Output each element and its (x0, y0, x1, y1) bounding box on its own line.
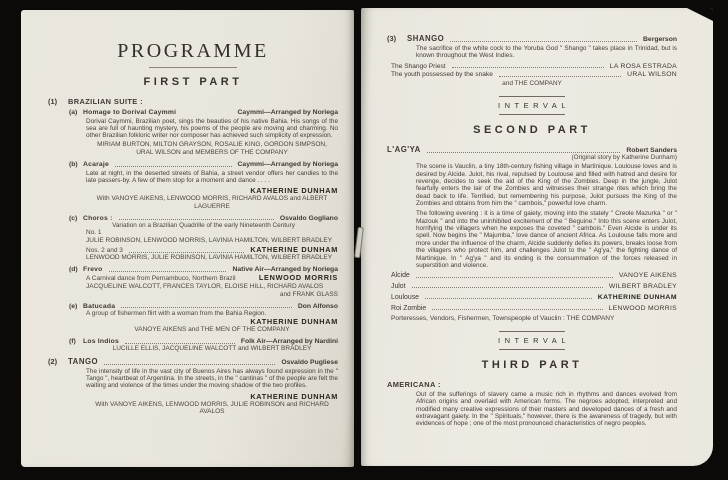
item-frevo (69, 266, 338, 298)
dot-leaders (109, 271, 227, 272)
item-batucada (69, 303, 338, 334)
star-name: KATHERINE DUNHAM (250, 391, 338, 401)
company-line: Porteresses, Vendors, Fishermen, Townspeople of Vauclin : THE COMPANY (391, 315, 615, 323)
item-name: Batucada (83, 302, 116, 310)
interval-label: INTERVAL (498, 336, 570, 346)
cast-row (391, 283, 677, 290)
dot-leaders (129, 252, 244, 253)
item-acaraje (69, 161, 338, 210)
dot-leaders (416, 277, 613, 278)
section-credit: Osvaldo Pugliese (281, 359, 338, 367)
section-title: L'AG'YA (387, 145, 421, 155)
item-name: Acaraje (83, 161, 109, 169)
item-credit: Native Air—Arranged by Noriega (232, 266, 338, 274)
dot-leaders (115, 166, 232, 167)
interval-label: INTERVAL (498, 101, 570, 111)
section-description: Out of the sufferings of slavery came a music rich in rhythms and dances evolved from African origins and overlaid with American forms. The negroes adopted, interpreted and modified many creative expressions of their masters and developed dances of a fresh and extravagant gaiety. In the " Spirituals," however, there is the awareness of tragedy, but with evidences of hope ; one of the most pronounced characteristics of negro peoples. (416, 390, 677, 428)
section-tango (48, 357, 338, 416)
item-tag: (e) (69, 302, 78, 310)
story-paragraph: The following evening : it is a time of gaiety, moving into the stately " Creole Mazurka " or " Mazouk " and into the uninhibited excitement of the " Beguine." Into this scene enters Julot, horrifying the villagers when he exposes the coveted " cambois." Even Alcide is under its spell. Now begins the " Majumba," love dance of ancient Africa. As Loulouse falls more and more under the influence of the charm, Alcide suddenly defies its powers, breaks loose from the villagers who protect him, and challenges Julot to the " Ag'ya," the fighting dance of Martinique. In " Ag'ya " and its ending is the consummation of the forces released in superstition and violence. (416, 210, 677, 269)
item-credit: Don Alfonso (297, 302, 338, 310)
item-name: Frevo (83, 266, 103, 274)
divider-rule (499, 349, 565, 350)
dot-leaders (121, 307, 292, 308)
title-rule (149, 67, 237, 68)
section-description: The sacrifice of the white cock to the Yoruba God " Shango " takes place in Trinidad, but is known throughout the West Indies. (416, 45, 677, 60)
item-description: Dorival Caymmi, Brazilian poet, sings the beauties of his native Bahia. His songs of the sea are full of haunting mystery, his poems of the people are moving and charming. No other Brazilian folkloric writer nor composer has achieved such simplicity of expression. (86, 117, 338, 140)
item-credit: Caymmi—Arranged by Noriega (237, 109, 338, 116)
section-number: (1) (48, 97, 58, 106)
role-name: Alcide (391, 272, 410, 280)
star-name: KATHERINE DUNHAM (250, 186, 338, 196)
cast-line: MIRIAM BURTON, MILTON GRAYSON, ROSALIE KING, GORDON SIMPSON, (97, 141, 327, 149)
cast-line: LENWOOD MORRIS, JULIE ROBINSON, LAVINIA HAMILTON, WILBERT BRADLEY (86, 254, 333, 262)
cast-row (391, 305, 677, 312)
dot-leaders (119, 219, 274, 220)
item-title-row (69, 215, 338, 222)
page-title: PROGRAMME (117, 40, 269, 62)
item-title-row (69, 161, 338, 168)
movement-label: Nos. 2 and 3 (86, 246, 123, 254)
dot-leaders (452, 67, 604, 68)
interval-divider (472, 96, 592, 115)
cast-row (391, 294, 677, 301)
section-title: BRAZILIAN SUITE : (68, 97, 143, 106)
left-page-content (21, 10, 354, 416)
dot-leaders (412, 287, 603, 288)
item-credit: Caymmi—Arranged by Noriega (237, 161, 338, 169)
section-title: TANGO (68, 357, 99, 367)
role-name: The Shango Priest (391, 62, 446, 70)
cast-row (391, 272, 677, 279)
star-name: LENWOOD MORRIS (258, 273, 338, 283)
section-title-row (387, 34, 677, 43)
item-description: Late at night, in the deserted streets of Bahia, a street vendor offers her candies to the late passers-by. A few of them stop for a moment and dance . . . . (86, 169, 338, 184)
performer-name: LENWOOD MORRIS (608, 304, 677, 312)
item-los-indios (69, 338, 338, 353)
role-name: Loulouse (391, 293, 419, 301)
section-shango (387, 34, 677, 87)
movement-row (86, 245, 338, 255)
cast-line: JULIE ROBINSON, LENWOOD MORRIS, LAVINIA HAMILTON, WILBERT BRADLEY (86, 237, 333, 245)
role-row (391, 63, 677, 70)
right-page-content (361, 8, 713, 428)
second-part-heading: SECOND PART (473, 124, 591, 137)
section-title: SHANGO (407, 34, 445, 43)
dot-leaders (425, 298, 592, 299)
first-part-heading: FIRST PART (143, 76, 243, 88)
cast-line: LUCILLE ELLIS, JACQUELINE WALCOTT and WILBERT BRADLEY (112, 345, 312, 353)
cast-line: With VANOYE AIKENS, LENWOOD MORRIS, RICHARD AVALOS and ALBERT LAGUERRE (96, 195, 328, 210)
page-corner-fold (687, 8, 713, 21)
section-title-row (387, 145, 677, 154)
item-tag: (c) (69, 214, 78, 222)
item-description: A Carnival dance from Pernambuco, Northern Brazil (86, 275, 236, 283)
credit-subtitle: (Original story by Katherine Dunham) (571, 154, 677, 162)
item-homage (69, 109, 338, 157)
role-row (391, 71, 677, 78)
programme-page-right (361, 8, 713, 466)
performer-name: URAL WILSON (627, 71, 677, 79)
item-tag: (d) (69, 266, 78, 274)
item-name: Los Indios (83, 338, 119, 346)
section-number: (2) (48, 357, 58, 367)
dot-leaders (125, 343, 235, 344)
section-number: (3) (387, 34, 397, 43)
performer-name: KATHERINE DUNHAM (597, 293, 677, 301)
item-name: Choros : (83, 214, 113, 222)
item-name: Homage to Dorival Caymmi (83, 109, 177, 116)
item-tag: (b) (69, 161, 78, 169)
dot-leaders (104, 364, 275, 365)
item-choros (69, 215, 338, 262)
role-name: Roi Zombie (391, 304, 427, 312)
item-description: A group of fishermen flirt with a woman from the Bahia Region. (86, 309, 267, 317)
performer-name: LA ROSA ESTRADA (609, 62, 677, 70)
cast-line: JACQUELINE WALCOTT, FRANCES TAYLOR, ELOISE HILL, RICHARD AVALOS (86, 282, 324, 290)
dot-leaders (450, 41, 637, 42)
star-name: KATHERINE DUNHAM (250, 317, 338, 327)
company-line: and THE COMPANY (502, 79, 562, 87)
section-title: AMERICANA : (387, 380, 441, 390)
item-tag: (a) (69, 109, 78, 116)
item-subtitle: Variation on a Brazilian Quadrille of the early Nineteenth Century (112, 221, 295, 229)
movement-label: No. 1 (86, 229, 102, 237)
cast-line: and FRANK GLASS (279, 290, 338, 298)
star-name: KATHERINE DUNHAM (250, 244, 338, 254)
third-part-heading: THIRD PART (481, 359, 583, 372)
section-credit: Robert Sanders (626, 147, 677, 155)
section-credit: Bergerson (643, 36, 677, 43)
role-name: Julot (391, 282, 406, 290)
section-lagya (387, 145, 677, 322)
cast-line: URAL WILSON and MEMBERS OF THE COMPANY (136, 148, 288, 156)
item-title-row (69, 303, 338, 310)
section-title-row (48, 357, 338, 366)
performer-name: WILBERT BRADLEY (608, 282, 677, 290)
dot-leaders (499, 76, 621, 77)
performer-name: VANOYE AIKENS (618, 272, 677, 280)
item-title-row (69, 266, 338, 273)
item-credit: Folk Air—Arranged by Nardini (240, 338, 338, 346)
item-title-row (69, 109, 338, 116)
item-credit: Osvaldo Gogliano (279, 214, 338, 222)
story-paragraph: The scene is Vauclin, a tiny 18th-century fishing village in Martinique. Loulouse loves and is desired by Alcide. Julot, his rival, repulsed by Loulouse and filled with hatred and desire for revenge, decides to seek the aid of the King of the Zombies. Deep in the jungle, Julot fearfully enters the lair of the Zombies and witnesses their strange rites which bring the dead back to life. Terrified, but remembering his purpose, Julot pursues the King of the Zombies and obtains from him the " cambois," powerful love charm. (416, 163, 677, 208)
section-description: The intensity of life in the vast city of Buenos Aires has always found expression in the " Tango ", heartbeat of Argentina. In the streets, in the " cantinas " of the people are felt the waiting and violence of the times under the moving shadow of the two profiles. (86, 367, 338, 390)
cast-line: With VANOYE AIKENS, LENWOOD MORRIS, JULIE ROBINSON and RICHARD AVALOS (95, 400, 329, 416)
role-name: The youth possessed by the snake (391, 71, 493, 79)
interval-divider (472, 331, 592, 350)
section-brazilian-suite (48, 97, 338, 106)
divider-rule (499, 114, 565, 115)
description-row (86, 273, 338, 283)
cast-line: VANOYE AIKENS and THE MEN OF THE COMPANY (134, 326, 290, 334)
dot-leaders (432, 309, 602, 310)
section-americana (387, 380, 677, 427)
item-tag: (f) (69, 338, 76, 346)
dot-leaders (427, 152, 621, 153)
item-title-row (69, 338, 338, 345)
programme-page-left (21, 10, 354, 467)
